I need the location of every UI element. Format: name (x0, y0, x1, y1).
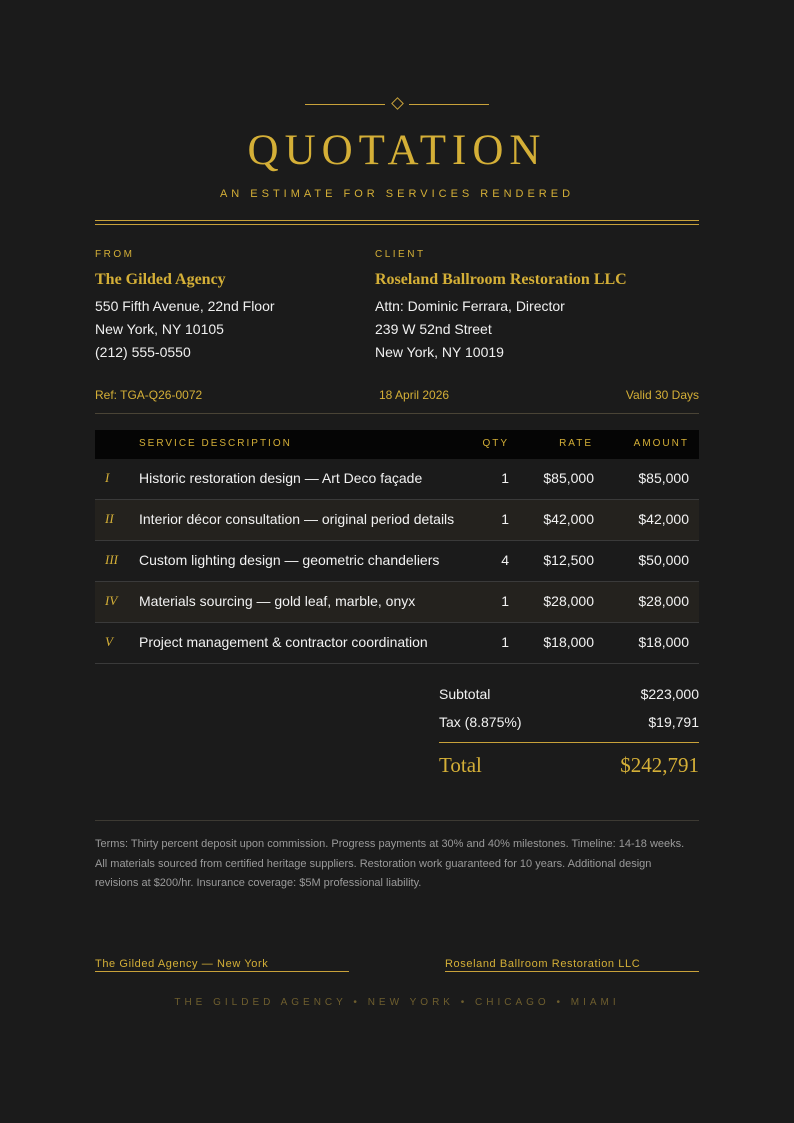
subtotal-value: $223,000 (640, 686, 699, 702)
table-row (95, 582, 699, 623)
row-qty: 1 (501, 511, 509, 527)
from-label: FROM (95, 249, 135, 260)
row-number: III (105, 552, 118, 567)
diamond-icon (391, 97, 404, 110)
title-ornament (0, 98, 794, 112)
client-label: CLIENT (375, 249, 426, 260)
terms-text: Terms: Thirty percent deposit upon commission. Progress payments at 30% and 40% milestones. Timeline: 14-18 weeks. All materials sourced from certified heritage suppliers. Restoration work guaranteed for 10 years. Additional design revisions at $200/hr. Insurance coverage: $5M professional liability. (95, 838, 685, 889)
table-row (95, 459, 699, 500)
document-title: QUOTATION (247, 127, 547, 174)
table-row (95, 623, 699, 664)
row-rate: $85,000 (543, 470, 594, 486)
total-line (439, 743, 699, 783)
footer-locations: THE GILDED AGENCY • NEW YORK • CHICAGO • MIAMI (174, 997, 620, 1008)
row-description: Custom lighting design — geometric chandeliers (139, 552, 440, 568)
row-rate: $28,000 (543, 593, 594, 609)
client-signature-line: Roseland Ballroom Restoration LLC (445, 958, 699, 972)
row-number: II (105, 511, 114, 526)
row-number: IV (105, 593, 118, 608)
header-amount: AMOUNT (633, 438, 689, 449)
tax-line (439, 714, 699, 742)
row-qty: 1 (501, 470, 509, 486)
from-city-line: New York, NY 10105 (95, 321, 224, 337)
row-number: V (105, 634, 113, 649)
services-table (95, 430, 699, 664)
from-phone: (212) 555-0550 (95, 344, 191, 360)
total-label: Total (439, 753, 482, 777)
row-qty: 1 (501, 593, 509, 609)
quote-date: 18 April 2026 (379, 388, 450, 402)
client-city-line: New York, NY 10019 (375, 344, 504, 360)
row-rate: $18,000 (543, 634, 594, 650)
row-amount: $42,000 (638, 511, 689, 527)
row-amount: $50,000 (638, 552, 689, 568)
validity-period: Valid 30 Days (625, 388, 699, 402)
total-value: $242,791 (620, 753, 699, 777)
row-amount: $85,000 (638, 470, 689, 486)
header-divider (95, 220, 699, 225)
quote-meta-row (95, 388, 699, 414)
table-row (95, 541, 699, 582)
table-row (95, 500, 699, 541)
reference-number: Ref: TGA-Q26-0072 (95, 388, 203, 402)
subtotal-line (439, 686, 699, 714)
header-description: SERVICE DESCRIPTION (139, 438, 292, 449)
table-header (95, 430, 699, 459)
row-qty: 4 (501, 552, 509, 568)
agency-signature-line: The Gilded Agency — New York (95, 958, 349, 972)
row-amount: $28,000 (638, 593, 689, 609)
row-number: I (105, 470, 110, 485)
header-qty: QTY (482, 438, 509, 449)
row-description: Project management & contractor coordination (139, 634, 428, 650)
row-amount: $18,000 (638, 634, 689, 650)
from-block (95, 249, 395, 361)
terms-divider (95, 820, 699, 821)
document-subtitle: AN ESTIMATE FOR SERVICES RENDERED (219, 188, 575, 200)
totals-block (439, 686, 699, 783)
row-rate: $42,000 (543, 511, 594, 527)
from-name: The Gilded Agency (95, 271, 226, 288)
client-attention: Attn: Dominic Ferrara, Director (375, 298, 565, 314)
client-block (375, 249, 675, 361)
row-description: Materials sourcing — gold leaf, marble, onyx (139, 593, 416, 609)
ornament-line-right (409, 104, 489, 105)
row-qty: 1 (501, 634, 509, 650)
from-address-line: 550 Fifth Avenue, 22nd Floor (95, 298, 275, 314)
tax-value: $19,791 (648, 714, 699, 730)
ornament-line-left (305, 104, 385, 105)
header-rate: RATE (559, 438, 593, 449)
tax-label: Tax (8.875%) (439, 714, 522, 730)
client-address-line: 239 W 52nd Street (375, 321, 492, 337)
row-description: Interior décor consultation — original period details (139, 511, 455, 527)
subtotal-label: Subtotal (439, 686, 491, 702)
row-description: Historic restoration design — Art Deco façade (139, 470, 423, 486)
client-name: Roseland Ballroom Restoration LLC (375, 271, 627, 288)
row-rate: $12,500 (543, 552, 594, 568)
